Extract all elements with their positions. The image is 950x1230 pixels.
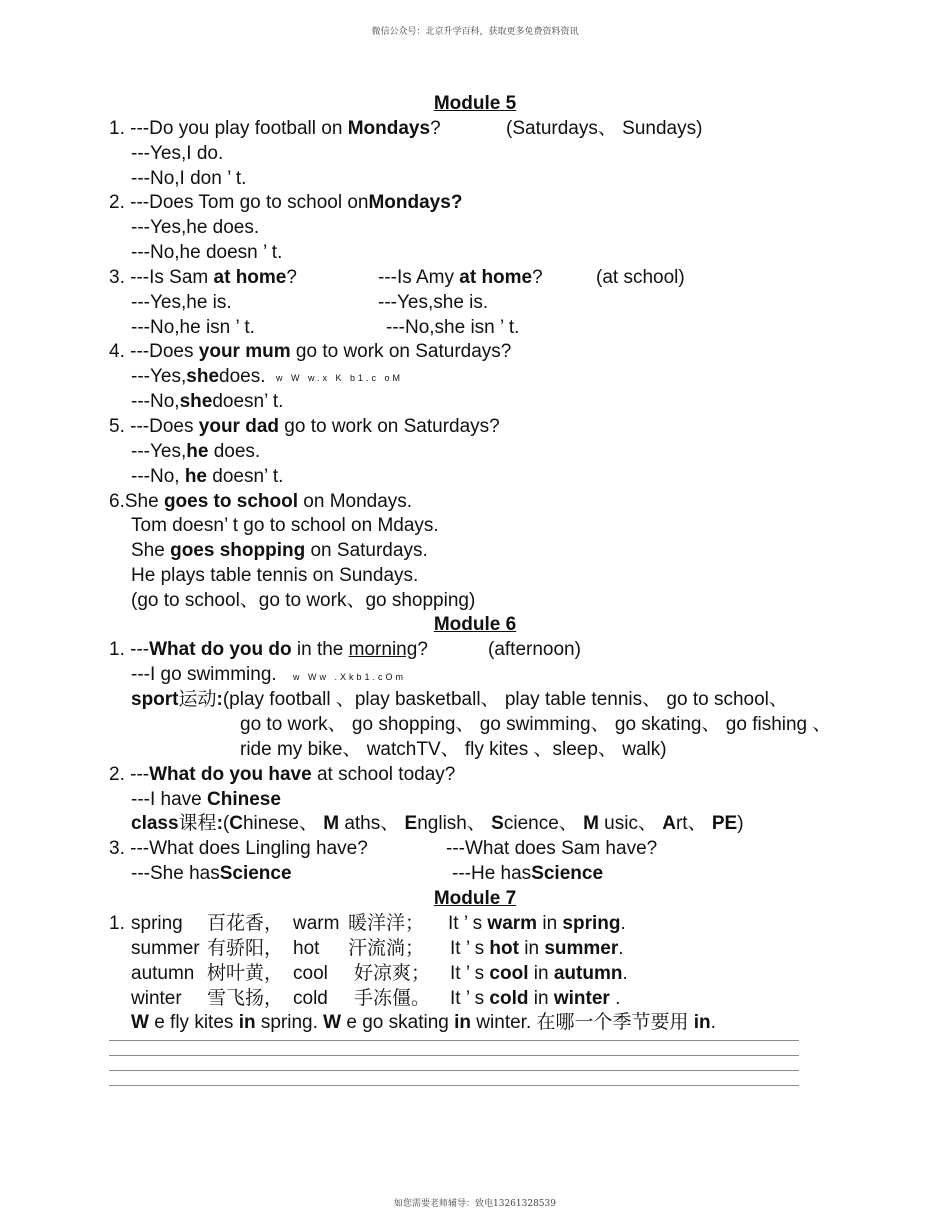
m7-adjective: cool: [293, 963, 328, 984]
m5-q6-line-1: [109, 490, 412, 514]
m6-subject-music-initial: M: [583, 813, 599, 834]
m6-class-colon: :: [216, 813, 223, 834]
m5-q4-text: ---Does: [130, 341, 199, 362]
m5-q2-text: ---Does Tom go to school on: [130, 192, 369, 213]
m6-q3-ans2-text: ---He has: [452, 863, 532, 884]
m7-bold-season: summer: [544, 938, 619, 959]
m6-class-label: class: [131, 813, 179, 834]
m6-sport-list-1: (play football 、play basketball、 play table tennis、 go to school、: [222, 689, 788, 710]
m6-q2-answer-text: ---I have: [131, 789, 208, 810]
m5-q5-question: [109, 415, 500, 439]
m5-q4-no-text: ---No,: [131, 391, 180, 412]
m5-q3-question-amy: [378, 266, 543, 290]
m6-sport-label: sport: [131, 689, 179, 710]
m6-q1-number: 1.: [109, 639, 125, 660]
m7-season: spring: [131, 913, 183, 934]
m5-q4-yes-bold: she: [186, 366, 220, 387]
m6-q3-question-lingling: [109, 837, 368, 861]
m6-q1-mark: ?: [417, 639, 428, 660]
m5-q5-yes-bold: he: [186, 441, 209, 462]
m5-q3-text: ---Is Sam: [130, 267, 209, 288]
m7-season: autumn: [131, 963, 195, 984]
m6-q1-underlined: morning: [348, 639, 418, 660]
m6-sport-cn: 运动: [178, 689, 217, 710]
m5-q4-text-2: go to work on Saturdays?: [290, 341, 512, 362]
m6-subject-chinese: hinese、: [242, 813, 324, 834]
m5-q4-no-end: doesn’ t.: [212, 391, 284, 412]
m5-q5-yes-text: ---Yes,: [131, 441, 187, 462]
writing-line-1: [109, 1040, 799, 1041]
m6-q2-answer-bold: Chinese: [207, 789, 281, 810]
m5-q4-no-bold: she: [179, 391, 213, 412]
m6-sport-line-3: ride my bike、 watchTV、 fly kites 、sleep、 walk): [240, 739, 667, 760]
m6-subject-science: cience、: [503, 813, 584, 834]
m7-it: It ’ s: [450, 963, 490, 984]
module-6-title: Module 6: [433, 614, 517, 635]
m5-q1-number: 1.: [109, 118, 125, 139]
m5-q5-no-end: doesn’ t.: [207, 466, 284, 487]
m5-q2-no: ---No,he doesn ’ t.: [131, 242, 283, 263]
m6-q2-text: at school today?: [311, 764, 456, 785]
m7-last-text-2: spring.: [255, 1012, 324, 1033]
m5-q4-yes-end: does.: [219, 366, 266, 387]
m7-in: in: [528, 963, 554, 984]
m5-q1-text: ---Do you play football on: [130, 118, 348, 139]
m5-q5-no-text: ---No,: [131, 466, 185, 487]
m7-sentence: [450, 987, 620, 1011]
m7-last-in-2: in: [454, 1012, 472, 1033]
m7-season: winter: [131, 988, 182, 1009]
m6-q2-answer: [131, 788, 281, 812]
m7-period: .: [618, 938, 624, 959]
m7-sentence: [448, 912, 626, 936]
m6-subject-science-initial: S: [491, 813, 504, 834]
m5-q1-mark: ?: [430, 118, 441, 139]
m7-last-in-3: in: [693, 1012, 711, 1033]
m5-q3-no-he: ---No,he isn ’ t.: [131, 317, 255, 338]
m5-q6-l3-text: She: [131, 540, 171, 561]
m5-q5-bold: your dad: [198, 416, 279, 437]
writing-line-2: [109, 1055, 799, 1056]
m5-q6-line-3: [131, 539, 428, 563]
m6-q2-question: [109, 763, 455, 787]
m7-period: .: [620, 913, 626, 934]
m5-q3-number: 3.: [109, 267, 125, 288]
m5-q4-yes: [131, 365, 266, 389]
m7-bold-season: winter: [553, 988, 610, 1009]
m6-subject-music: usic、: [598, 813, 663, 834]
m7-period: .: [609, 988, 621, 1009]
m7-last-text-3: e go skating: [341, 1012, 455, 1033]
m5-q6-l3-bold: goes shopping: [170, 540, 306, 561]
m7-bold-season: spring: [562, 913, 621, 934]
m6-subject-english: nglish、: [417, 813, 492, 834]
m7-cn-phrase-1: 有骄阳，: [207, 938, 284, 959]
m6-q1-question: [109, 638, 428, 662]
m6-class-cn: 课程: [178, 813, 217, 834]
m7-cn-phrase-1: 百花香，: [207, 913, 284, 934]
m6-q3-text: ---What does Lingling have?: [130, 838, 368, 859]
m5-watermark-text: w W w.x K b1.c oM: [276, 373, 404, 383]
m7-last-w2: W: [323, 1012, 342, 1033]
m7-bold-adjective: warm: [487, 913, 538, 934]
m7-cn-phrase-2: 汗流淌；: [348, 938, 425, 959]
m7-bold-adjective: hot: [489, 938, 519, 959]
m5-q3-yes-he: ---Yes,he is.: [131, 292, 232, 313]
m6-subject-art-initial: A: [662, 813, 676, 834]
m5-q5-text: ---Does: [130, 416, 199, 437]
m6-q1-alternative: (afternoon): [488, 639, 581, 660]
m5-q2-question: [109, 191, 462, 215]
m6-q3-question-sam: ---What does Sam have?: [446, 838, 658, 859]
m5-q6-l3-end: on Saturdays.: [305, 540, 428, 561]
m7-it: It ’ s: [450, 938, 490, 959]
m6-q1-answer: ---I go swimming.: [131, 664, 277, 685]
m6-q3-ans1-bold: Science: [219, 863, 292, 884]
m7-row-number: 1.: [109, 913, 125, 934]
m6-q2-bold: What do you have: [149, 764, 312, 785]
m6-watermark-text: w Ww .Xkb1.cOm: [293, 672, 407, 682]
m6-subject-pe: PE: [711, 813, 738, 834]
m7-period: .: [622, 963, 628, 984]
m6-q3-number: 3.: [109, 838, 125, 859]
m6-q3-answer-she: [131, 862, 292, 886]
m5-q6-text: 6.She: [109, 491, 164, 512]
m6-subject-english-initial: E: [404, 813, 418, 834]
m6-q3-ans2-bold: Science: [531, 863, 604, 884]
m5-q2-number: 2.: [109, 192, 125, 213]
m5-q1-alternatives: (Saturdays、 Sundays): [506, 118, 703, 139]
m6-class-line: [131, 812, 744, 836]
m5-q5-yes: [131, 440, 260, 464]
m5-q3-mark: ?: [286, 267, 297, 288]
m5-q2-bold: Mondays?: [368, 192, 463, 213]
m7-bold-season: autumn: [553, 963, 623, 984]
m7-sentence: [450, 962, 628, 986]
m7-last-line: [131, 1011, 716, 1035]
m5-q6-line-2: Tom doesn’ t go to school on Mdays.: [131, 515, 439, 536]
m7-in: in: [537, 913, 563, 934]
writing-line-4: [109, 1085, 799, 1086]
writing-line-3: [109, 1070, 799, 1071]
m6-sport-line-2: go to work、 go shopping、 go swimming、 go skating、 go fishing 、: [240, 714, 832, 735]
module-5-title: Module 5: [433, 93, 517, 114]
m5-q3-alternative: (at school): [596, 267, 685, 288]
m7-last-in-1: in: [238, 1012, 256, 1033]
m6-q2-dashes: ---: [130, 764, 150, 785]
module-7-title: Module 7: [433, 888, 517, 909]
m5-q6-line-4: He plays table tennis on Sundays.: [131, 565, 419, 586]
m5-q5-number: 5.: [109, 416, 125, 437]
m5-q4-bold: your mum: [198, 341, 291, 362]
m5-q1-bold: Mondays: [347, 118, 431, 139]
m6-subject-chinese-initial: C: [229, 813, 243, 834]
m5-q3-no-she: ---No,she isn ’ t.: [386, 317, 520, 338]
m5-q3-amy-mark: ?: [532, 267, 543, 288]
m5-q1-no: ---No,I don ’ t.: [131, 168, 247, 189]
m6-q1-bold: What do you do: [149, 639, 292, 660]
footer-note: 如您需要老师辅导：致电13261328539: [394, 1199, 556, 1209]
m5-q5-text-2: go to work on Saturdays?: [279, 416, 500, 437]
m5-q5-no: [131, 465, 283, 489]
m7-season: summer: [131, 938, 200, 959]
m6-class-paren: (: [222, 813, 230, 834]
m6-class-close-paren: ): [737, 813, 744, 834]
m6-q3-answer-he: [452, 862, 603, 886]
m7-cn-phrase-2: 好凉爽；: [354, 963, 431, 984]
m6-q1-dashes: ---: [130, 639, 150, 660]
m5-q1-question: [109, 117, 441, 141]
m6-q2-number: 2.: [109, 764, 125, 785]
m7-last-text-1: e fly kites: [148, 1012, 239, 1033]
m5-q3-amy-text: ---Is Amy: [378, 267, 460, 288]
m7-it: It ’ s: [448, 913, 488, 934]
m7-bold-adjective: cold: [489, 988, 529, 1009]
m5-q4-number: 4.: [109, 341, 125, 362]
m5-q6-line-5: (go to school、go to work、go shopping): [131, 590, 476, 611]
m6-q3-ans1-text: ---She has: [131, 863, 220, 884]
m6-sport-colon: :: [216, 689, 223, 710]
m5-q2-yes: ---Yes,he does.: [131, 217, 260, 238]
m7-cn-phrase-2: 暖洋洋；: [348, 913, 425, 934]
m7-adjective: hot: [293, 938, 320, 959]
m5-q3-yes-she: ---Yes,she is.: [378, 292, 489, 313]
m7-in: in: [528, 988, 554, 1009]
m7-last-period: .: [710, 1012, 716, 1033]
m5-q4-no: [131, 390, 283, 414]
m6-subject-art: rt、: [675, 813, 712, 834]
m5-q5-no-bold: he: [184, 466, 208, 487]
m7-bold-adjective: cool: [489, 963, 529, 984]
m7-in: in: [518, 938, 545, 959]
m7-it: It ’ s: [450, 988, 490, 1009]
m7-last-text-4: winter. 在哪一个季节要用: [471, 1012, 694, 1033]
m6-subject-maths-initial: M: [323, 813, 340, 834]
m5-q6-text-2: on Mondays.: [298, 491, 413, 512]
m6-subject-maths: aths、: [339, 813, 405, 834]
m5-q5-yes-end: does.: [208, 441, 261, 462]
m6-sport-line-1: [131, 688, 788, 712]
m7-cn-phrase-1: 树叶黄，: [207, 963, 284, 984]
m7-sentence: [450, 937, 624, 961]
m5-q4-question: [109, 340, 511, 364]
header-note: 微信公众号：北京升学百科，获取更多免费资料资讯: [371, 27, 579, 37]
m7-adjective: warm: [293, 913, 340, 934]
m5-q3-amy-bold: at home: [459, 267, 533, 288]
m5-q4-yes-text: ---Yes,: [131, 366, 187, 387]
m7-last-w1: W: [131, 1012, 149, 1033]
m5-q3-bold: at home: [213, 267, 287, 288]
m7-cn-phrase-2: 手冻僵。: [354, 988, 431, 1009]
m5-q3-question-sam: [109, 266, 297, 290]
m6-q1-text: in the: [291, 639, 349, 660]
m7-adjective: cold: [293, 988, 328, 1009]
m5-q1-yes: ---Yes,I do.: [131, 143, 224, 164]
m5-q6-bold: goes to school: [163, 491, 299, 512]
m7-cn-phrase-1: 雪飞扬，: [207, 988, 284, 1009]
